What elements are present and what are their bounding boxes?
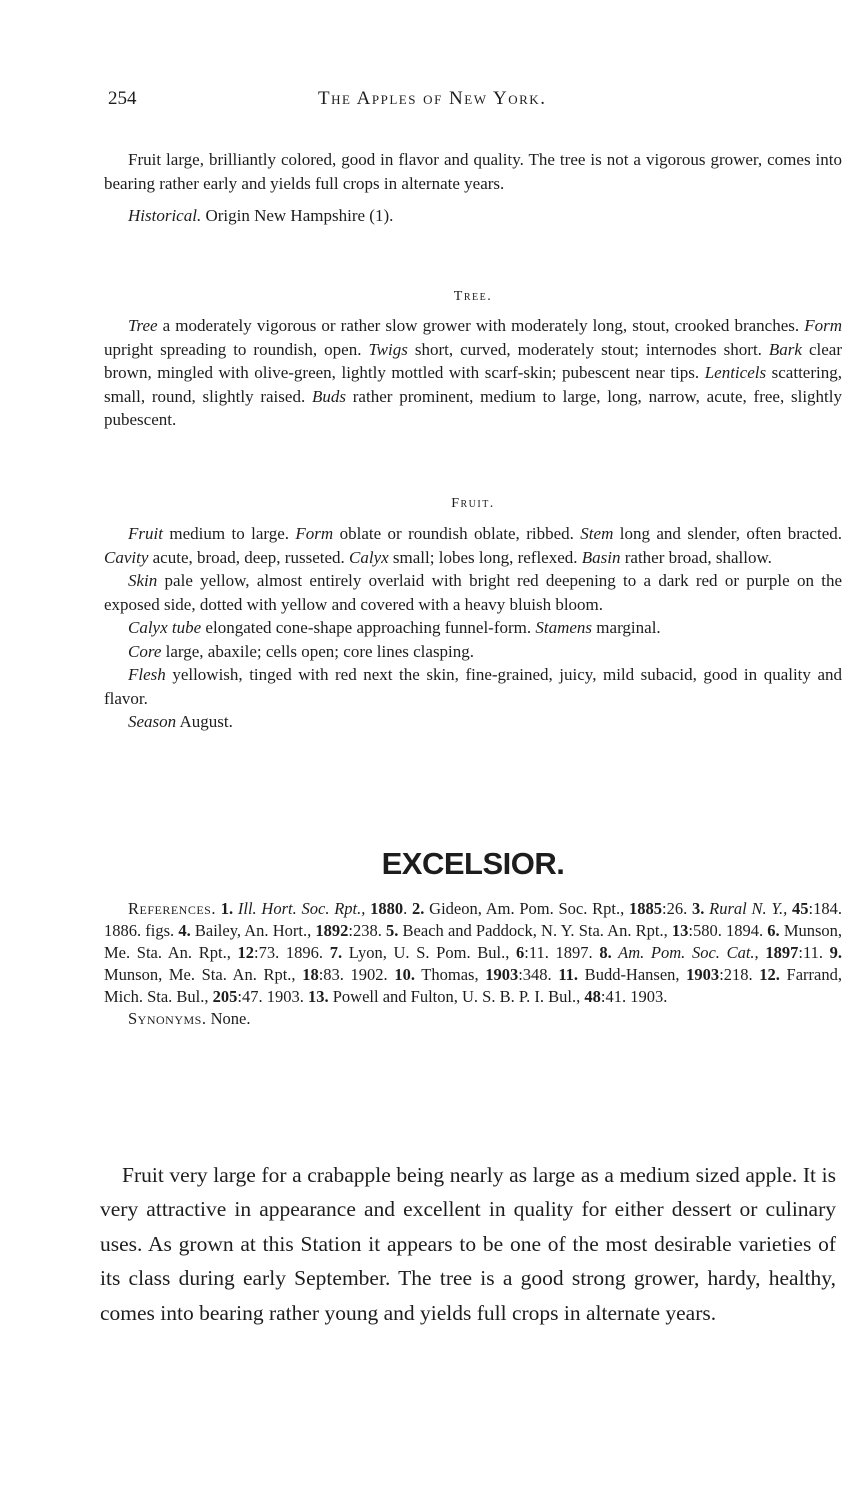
intro-section bbox=[104, 148, 842, 228]
reference-item: 12. Farrand, Mich. Sta. Bul., 205:47. 1903. bbox=[104, 965, 842, 1006]
calyx-text: small; lobes long, reflexed. bbox=[388, 547, 582, 567]
calyx-label: Calyx bbox=[349, 547, 389, 567]
fruit-heading: Fruit. bbox=[451, 496, 495, 511]
core-text: large, abaxile; cells open; core lines clasping. bbox=[161, 641, 475, 661]
reference-item: 5. Beach and Paddock, N. Y. Sta. An. Rpt., 13:580. 1894. bbox=[386, 921, 764, 940]
bark-label: Bark bbox=[768, 339, 802, 359]
bark-text: clear brown, mingled with olive-green, lightly mottled with scarf-skin; pubescent near tips. bbox=[104, 339, 842, 382]
tree-heading: Tree. bbox=[453, 289, 493, 304]
flesh-paragraph bbox=[104, 663, 842, 710]
references-section bbox=[104, 898, 842, 1030]
synonyms-label: Synonyms. bbox=[128, 1009, 207, 1028]
variety-title: EXCELSIOR. bbox=[381, 846, 565, 881]
synonyms-text: None. bbox=[206, 1009, 251, 1028]
historical-label: Historical. bbox=[128, 206, 202, 225]
tree-paragraph bbox=[104, 314, 842, 432]
cavity-text: acute, broad, deep, russeted. bbox=[148, 547, 350, 567]
season-paragraph bbox=[104, 710, 842, 734]
references-label: References. bbox=[128, 899, 216, 918]
flesh-text: yellowish, tinged with red next the skin, fine-grained, juicy, mild subacid, good in quality and flavor. bbox=[104, 665, 842, 708]
calyx-tube-paragraph bbox=[104, 616, 842, 640]
page-header bbox=[108, 88, 848, 116]
description-section bbox=[100, 1158, 836, 1330]
running-title: The Apples of New York. bbox=[318, 88, 547, 109]
reference-item: 10. Thomas, 1903:348. bbox=[394, 965, 552, 984]
page-number: 254 bbox=[108, 88, 137, 109]
description-paragraph: Fruit very large for a crabapple being nearly as large as a medium sized apple. It is very attractive in appearance and excellent in quality for either dessert or culinary uses. As grown at this Station it appears to be one of the most desirable varieties of its class during early September. The tree is a good strong grower, hardy, healthy, comes into bearing rather young and yields full crops in alternate years. bbox=[100, 1163, 836, 1325]
core-label: Core bbox=[128, 641, 162, 661]
stamens-label: Stamens bbox=[535, 618, 593, 637]
historical-paragraph bbox=[104, 204, 842, 228]
flesh-label: Flesh bbox=[128, 665, 166, 684]
reference-item: 4. Bailey, An. Hort., 1892:238. bbox=[178, 921, 382, 940]
basin-text: rather broad, shallow. bbox=[620, 547, 772, 567]
stem-text: long and slender, often bracted. bbox=[613, 524, 842, 543]
fruit-text: medium to large. bbox=[162, 524, 296, 543]
reference-item: 8. Am. Pom. Soc. Cat., 1897:11. bbox=[599, 943, 823, 962]
reference-item: 3. Rural N. Y., 45:184. 1886. figs. bbox=[104, 899, 843, 940]
reference-item: 2. Gideon, Am. Pom. Soc. Rpt., 1885:26. bbox=[412, 899, 688, 918]
twigs-text: short, curved, moderately stout; internodes short. bbox=[407, 339, 769, 359]
form-text: upright spreading to roundish, open. bbox=[104, 339, 369, 359]
basin-label: Basin bbox=[581, 547, 621, 567]
tree-section bbox=[104, 314, 842, 432]
synonyms-paragraph bbox=[104, 1008, 842, 1030]
calyx-tube-text: elongated cone-shape approaching funnel-form. bbox=[201, 618, 536, 637]
reference-item: 7. Lyon, U. S. Pom. Bul., 6:11. 1897. bbox=[329, 943, 593, 962]
season-label: Season bbox=[128, 712, 177, 731]
tree-text: a moderately vigorous or rather slow grower with moderately long, stout, crooked branches. bbox=[157, 316, 805, 335]
lenticels-text: scattering, small, round, slightly raised. bbox=[104, 363, 842, 406]
fruit-paragraph bbox=[104, 522, 842, 569]
reference-item: 9. Munson, Me. Sta. An. Rpt., 18:83. 1902. bbox=[104, 943, 843, 984]
fruit-form-text: oblate or roundish oblate, ribbed. bbox=[333, 524, 581, 543]
buds-label: Buds bbox=[311, 386, 346, 406]
lenticels-label: Lenticels bbox=[704, 363, 767, 382]
skin-text: pale yellow, almost entirely overlaid with bright red deepening to a dark red or purple on the exposed side, dotted with yellow and covered with a heavy bluish bloom. bbox=[104, 571, 842, 614]
stem-label: Stem bbox=[580, 524, 614, 543]
buds-text: rather prominent, medium to large, long, narrow, acute, free, slightly pubescent. bbox=[104, 386, 842, 429]
historical-text: Origin New Hampshire (1). bbox=[201, 206, 394, 225]
season-text: August. bbox=[176, 712, 233, 731]
reference-item: 6. Munson, Me. Sta. An. Rpt., 12:73. 1896. bbox=[104, 921, 843, 962]
skin-paragraph bbox=[104, 569, 842, 616]
references-paragraph bbox=[104, 898, 842, 1008]
form-label: Form bbox=[804, 316, 842, 335]
cavity-label: Cavity bbox=[104, 547, 149, 567]
fruit-section bbox=[104, 522, 842, 734]
core-paragraph bbox=[104, 640, 842, 664]
calyx-tube-label: Calyx tube bbox=[128, 618, 202, 637]
fruit-form-label: Form bbox=[295, 524, 334, 543]
twigs-label: Twigs bbox=[368, 339, 408, 359]
reference-item: 13. Powell and Fulton, U. S. B. P. I. Bul., 48:41. 1903. bbox=[307, 987, 668, 1006]
reference-item: 1. Ill. Hort. Soc. Rpt., 1880. bbox=[220, 899, 408, 918]
tree-label: Tree bbox=[128, 316, 158, 335]
fruit-label: Fruit bbox=[128, 524, 163, 543]
intro-paragraph: Fruit large, brilliantly colored, good in flavor and quality. The tree is not a vigorous grower, comes into bearing rather early and yields full crops in alternate years. bbox=[104, 150, 842, 193]
skin-label: Skin bbox=[128, 571, 158, 590]
reference-item: 11. Budd-Hansen, 1903:218. bbox=[558, 965, 753, 984]
stamens-text: marginal. bbox=[592, 618, 661, 637]
